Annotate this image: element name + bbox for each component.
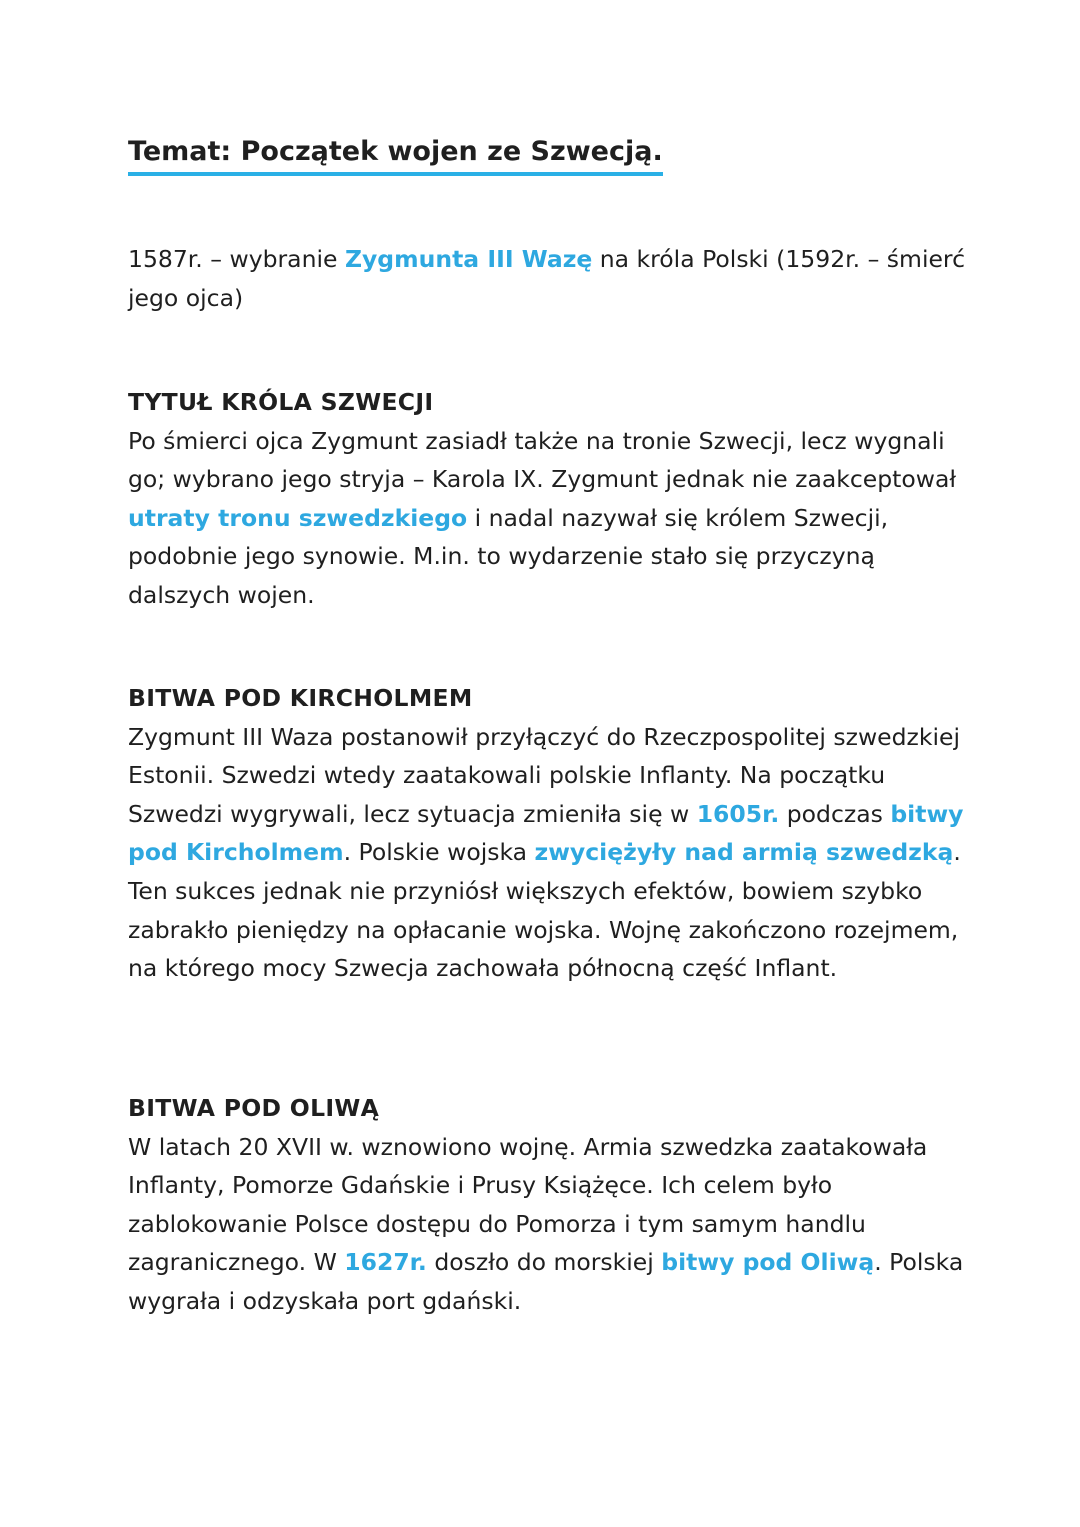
section-bitwa-oliwa xyxy=(128,1089,968,1321)
section-text-part: . Ten sukces jednak nie przyniósł większych efektów, bowiem szybko zabrakło pieniędzy na opłacanie wojska. Wojnę zakończono rozejmem, na którego mocy Szwecja zachowała północną część Inflant. xyxy=(128,838,961,983)
section-text-part: W latach 20 XVII w. wznowiono wojnę. Armia szwedzka zaatakowała Inflanty, Pomorze Gdańskie i Prusy Książęce. Ich celem było zablokowanie Polsce dostępu do Pomorza i tym samym handlu zagranicznego. W xyxy=(128,1132,928,1277)
section-tytul-krola xyxy=(128,383,968,615)
intro-text-part: 1587r. – wybranie xyxy=(128,245,345,273)
section-bitwa-kircholm xyxy=(128,679,968,988)
section-text-part: . Polskie wojska xyxy=(343,838,535,867)
highlight-year-1605: 1605r. xyxy=(696,799,780,828)
highlight-bitwy-oliwa: bitwy pod Oliwą xyxy=(661,1248,875,1277)
section-text-part: Po śmierci ojca Zygmunt zasiadł także na tronie Szwecji, lecz wygnali go; wybrano jego stryja – Karola IX. Zygmunt jednak nie zaakceptował xyxy=(128,426,957,494)
intro-text xyxy=(128,240,968,317)
highlight-utraty-tronu: utraty tronu szwedzkiego xyxy=(128,503,468,532)
section-text-part: podczas xyxy=(779,799,891,828)
highlight-zwyciezyly: zwyciężyły nad armią szwedzką xyxy=(534,838,954,867)
section-text-part: Zygmunt III Waza postanowił przyłączyć do Rzeczpospolitej szwedzkiej Estonii. Szwedzi wtedy zaatakowali polskie Inflanty. Na początku Szwedzi wygrywali, lecz sytuacja zmieniła się w xyxy=(128,722,961,828)
intro-text-part: na króla Polski (1592r. – śmierć jego ojca) xyxy=(128,245,965,312)
section-paragraph xyxy=(128,718,968,988)
section-heading: TYTUŁ KRÓLA SZWECJI xyxy=(128,388,434,416)
section-text-part: doszło do morskiej xyxy=(426,1248,662,1277)
highlight-bitwy-kircholm: bitwy pod Kircholmem xyxy=(128,799,964,867)
section-text-part: . Polska wygrała i odzyskała port gdański. xyxy=(128,1248,964,1315)
highlight-year-1627: 1627r. xyxy=(344,1248,427,1277)
highlight-zygmunt: Zygmunta III Wazę xyxy=(344,245,593,273)
section-text-part: i nadal nazywał się królem Szwecji, podobnie jego synowie. M.in. to wydarzenie stało się przyczyną dalszych wojen. xyxy=(128,503,889,609)
section-heading: BITWA POD OLIWĄ xyxy=(128,1094,380,1122)
section-paragraph xyxy=(128,1128,968,1321)
section-paragraph xyxy=(128,422,968,615)
page-title: Temat: Początek wojen ze Szwecją. xyxy=(128,132,663,176)
intro-paragraph xyxy=(128,240,968,317)
section-heading: BITWA POD KIRCHOLMEM xyxy=(128,684,473,712)
